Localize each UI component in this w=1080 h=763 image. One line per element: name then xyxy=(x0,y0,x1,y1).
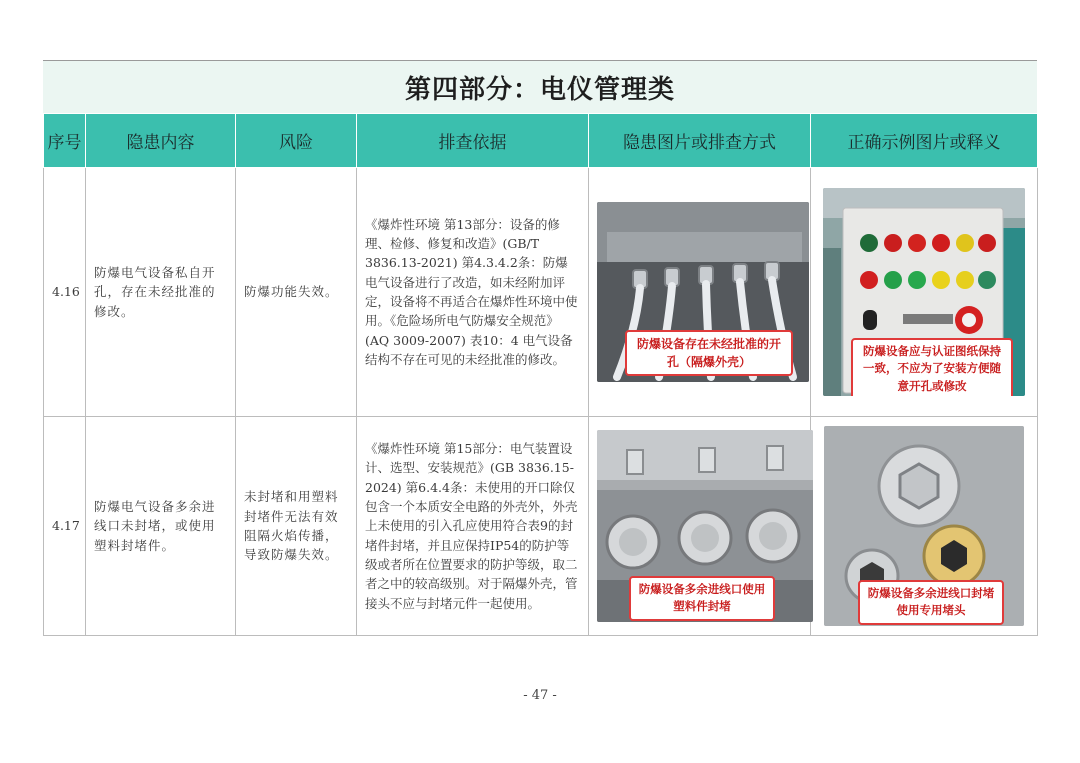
row-content: 防爆电气设备多余进线口未封堵，或使用塑料封堵件。 xyxy=(86,417,236,636)
hazard-photo-cell xyxy=(589,417,811,636)
page-title: 第四部分：电仪管理类 xyxy=(43,60,1037,113)
correct-photo-control-panel xyxy=(823,188,1025,396)
row-content: 防爆电气设备私自开孔，存在未经批准的修改。 xyxy=(86,168,236,417)
correct-photo-cell xyxy=(811,168,1038,417)
header-index: 序号 xyxy=(44,114,86,168)
correct-caption xyxy=(858,580,1004,625)
correct-caption xyxy=(851,338,1013,396)
header-correct-image: 正确示例图片或释义 xyxy=(811,114,1038,168)
row-basis: 《爆炸性环境 第15部分：电气装置设计、选型、安装规范》(GB 3836.15-2024) 第6.4.4条：未使用的开口除仅包含一个本质安全电路的外壳外，外壳上未使用的引入孔应使用符合表9的封堵件封堵，并且应保持IP54的防护等级或者所在位置要求的防护等级，取二者之中的较高级别。对于隔爆外壳，管接头不应与封堵元件一起使用。 xyxy=(357,417,589,636)
header-hazard-image: 隐患图片或排查方式 xyxy=(589,114,811,168)
row-risk: 未封堵和用塑料封堵件无法有效阻隔火焰传播，导致防爆失效。 xyxy=(236,417,357,636)
correct-photo-metal-plugs xyxy=(824,426,1024,626)
header-basis: 排查依据 xyxy=(357,114,589,168)
hazard-photo-enclosure-holes xyxy=(597,202,809,382)
hazard-caption xyxy=(625,330,793,376)
correct-caption-text: 防爆设备多余进线口封堵使用专用堵头 xyxy=(867,586,995,618)
page-number: - 47 - xyxy=(523,688,557,703)
hazard-photo-cell xyxy=(589,168,811,417)
hazard-caption-text: 防爆设备多余进线口使用塑料件封堵 xyxy=(638,582,766,614)
hazard-photo-plastic-plugs xyxy=(597,430,813,622)
table-row xyxy=(44,168,1038,417)
header-risk: 风险 xyxy=(236,114,357,168)
row-basis: 《爆炸性环境 第13部分：设备的修理、检修、修复和改造》(GB/T 3836.13-2021) 第4.3.4.2条：防爆电气设备进行了改造，如未经附加评定，设备将不再适合在爆炸性环境中使用。《危险场所电气防爆安全规范》(AQ 3009-2007) 表10：4 电气设备结构不存在可见的未经批准的修改。 xyxy=(357,168,589,417)
hazard-caption-text: 防爆设备存在未经批准的开孔（隔爆外壳） xyxy=(636,337,781,369)
table-header-row xyxy=(44,114,1038,168)
row-index: 4.16 xyxy=(44,168,86,417)
correct-photo-cell xyxy=(811,417,1038,636)
hazard-table xyxy=(43,113,1038,636)
table-row xyxy=(44,417,1038,636)
row-risk: 防爆功能失效。 xyxy=(236,168,357,417)
hazard-caption xyxy=(629,576,775,621)
header-content: 隐患内容 xyxy=(86,114,236,168)
correct-caption-text: 防爆设备应与认证图纸保持一致，不应为了安装方便随意开孔或修改 xyxy=(863,344,1001,393)
row-index: 4.17 xyxy=(44,417,86,636)
